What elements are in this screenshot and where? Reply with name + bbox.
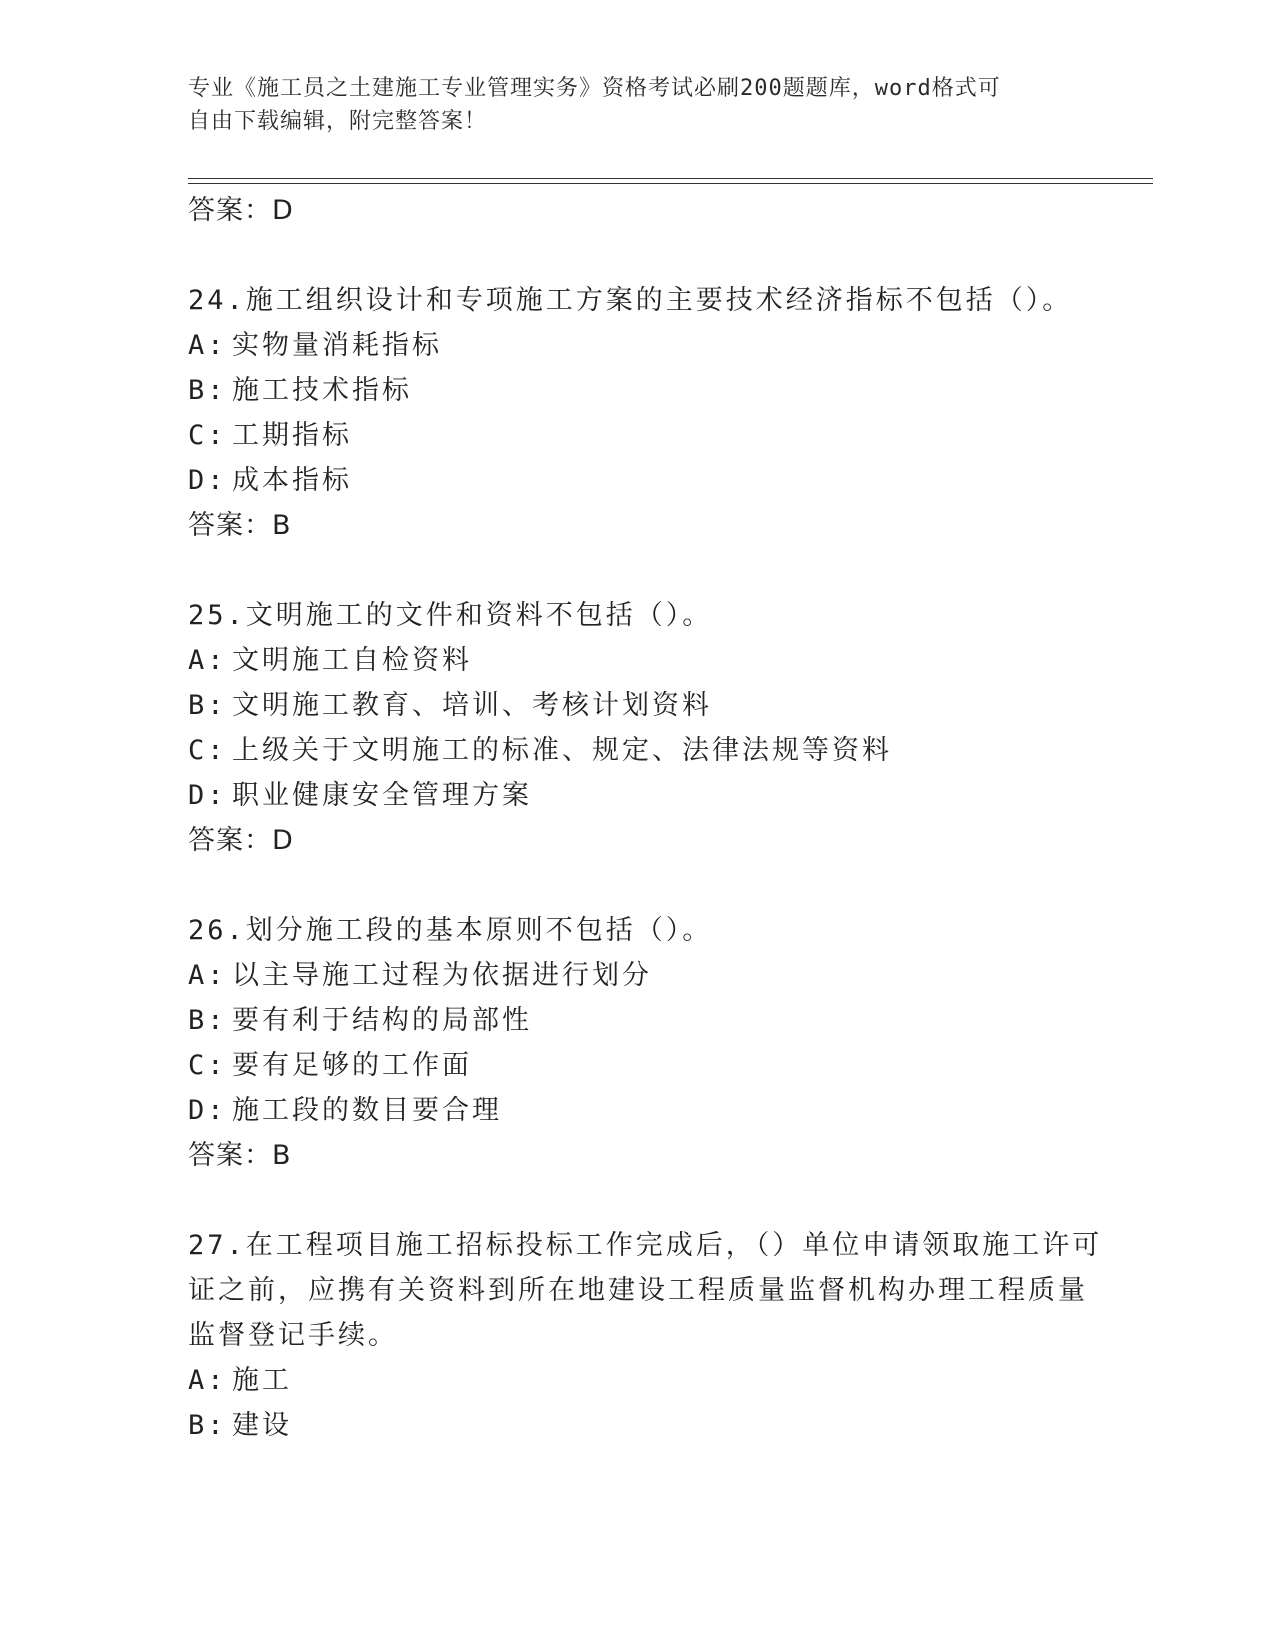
option-text: 建设 [232, 1410, 292, 1441]
option-b [188, 1403, 1148, 1448]
option-text: 施工段的数目要合理 [232, 1095, 502, 1126]
option-letter: C: [188, 735, 227, 766]
header-line-1: 专业《施工员之土建施工专业管理实务》资格考试必刷200题题库，word格式可 [188, 76, 1001, 101]
question-text: 证之前，应携有关资料到所在地建设工程质量监督机构办理工程质量 [188, 1275, 1088, 1306]
option-letter: C: [188, 420, 227, 451]
spacer [188, 549, 1148, 593]
option-d [188, 458, 1148, 503]
question-block [188, 1223, 1148, 1448]
option-letter: D: [188, 465, 227, 496]
option-d [188, 1088, 1148, 1133]
option-c [188, 413, 1148, 458]
option-text: 成本指标 [232, 465, 352, 496]
spacer [188, 1179, 1148, 1223]
option-text: 施工 [232, 1365, 292, 1396]
option-b [188, 683, 1148, 728]
question-text: 26.划分施工段的基本原则不包括（）。 [188, 915, 713, 946]
question-block [188, 593, 1148, 864]
header-divider-top [188, 178, 1153, 179]
option-letter: B: [188, 1410, 227, 1441]
answer-line: 答案：D [188, 825, 294, 856]
option-letter: D: [188, 1095, 227, 1126]
option-text: 工期指标 [232, 420, 352, 451]
option-letter: B: [188, 690, 227, 721]
option-letter: B: [188, 1005, 227, 1036]
spacer [188, 864, 1148, 908]
option-a [188, 323, 1148, 368]
option-c [188, 728, 1148, 773]
option-text: 要有足够的工作面 [232, 1050, 472, 1081]
option-text: 实物量消耗指标 [232, 330, 442, 361]
answer-line: 答案：B [188, 1140, 292, 1171]
option-text: 上级关于文明施工的标准、规定、法律法规等资料 [232, 735, 892, 766]
option-letter: A: [188, 960, 227, 991]
header-line-2: 自由下载编辑，附完整答案！ [188, 109, 488, 134]
option-text: 文明施工教育、培训、考核计划资料 [232, 690, 712, 721]
option-letter: A: [188, 1365, 227, 1396]
header-divider-bottom [188, 183, 1153, 184]
option-text: 文明施工自检资料 [232, 645, 472, 676]
option-b [188, 368, 1148, 413]
option-a [188, 953, 1148, 998]
option-letter: A: [188, 330, 227, 361]
option-letter: B: [188, 375, 227, 406]
question-text: 25.文明施工的文件和资料不包括（）。 [188, 600, 713, 631]
option-letter: A: [188, 645, 227, 676]
option-d [188, 773, 1148, 818]
option-letter: C: [188, 1050, 227, 1081]
question-text: 24.施工组织设计和专项施工方案的主要技术经济指标不包括（）。 [188, 285, 1073, 316]
question-text: 27.在工程项目施工招标投标工作完成后，（）单位申请领取施工许可 [188, 1230, 1103, 1261]
question-block [188, 278, 1148, 549]
spacer [188, 234, 1148, 278]
option-text: 施工技术指标 [232, 375, 412, 406]
option-text: 职业健康安全管理方案 [232, 780, 532, 811]
question-block [188, 908, 1148, 1179]
option-text: 以主导施工过程为依据进行划分 [232, 960, 652, 991]
option-letter: D: [188, 780, 227, 811]
option-a [188, 1358, 1148, 1403]
question-text: 监督登记手续。 [188, 1320, 398, 1351]
option-a [188, 638, 1148, 683]
option-text: 要有利于结构的局部性 [232, 1005, 532, 1036]
document-header [188, 72, 1088, 138]
answer-line: 答案：B [188, 510, 292, 541]
question-list [188, 188, 1148, 1448]
option-c [188, 1043, 1148, 1088]
option-b [188, 998, 1148, 1043]
answer-line: 答案：D [188, 195, 294, 226]
